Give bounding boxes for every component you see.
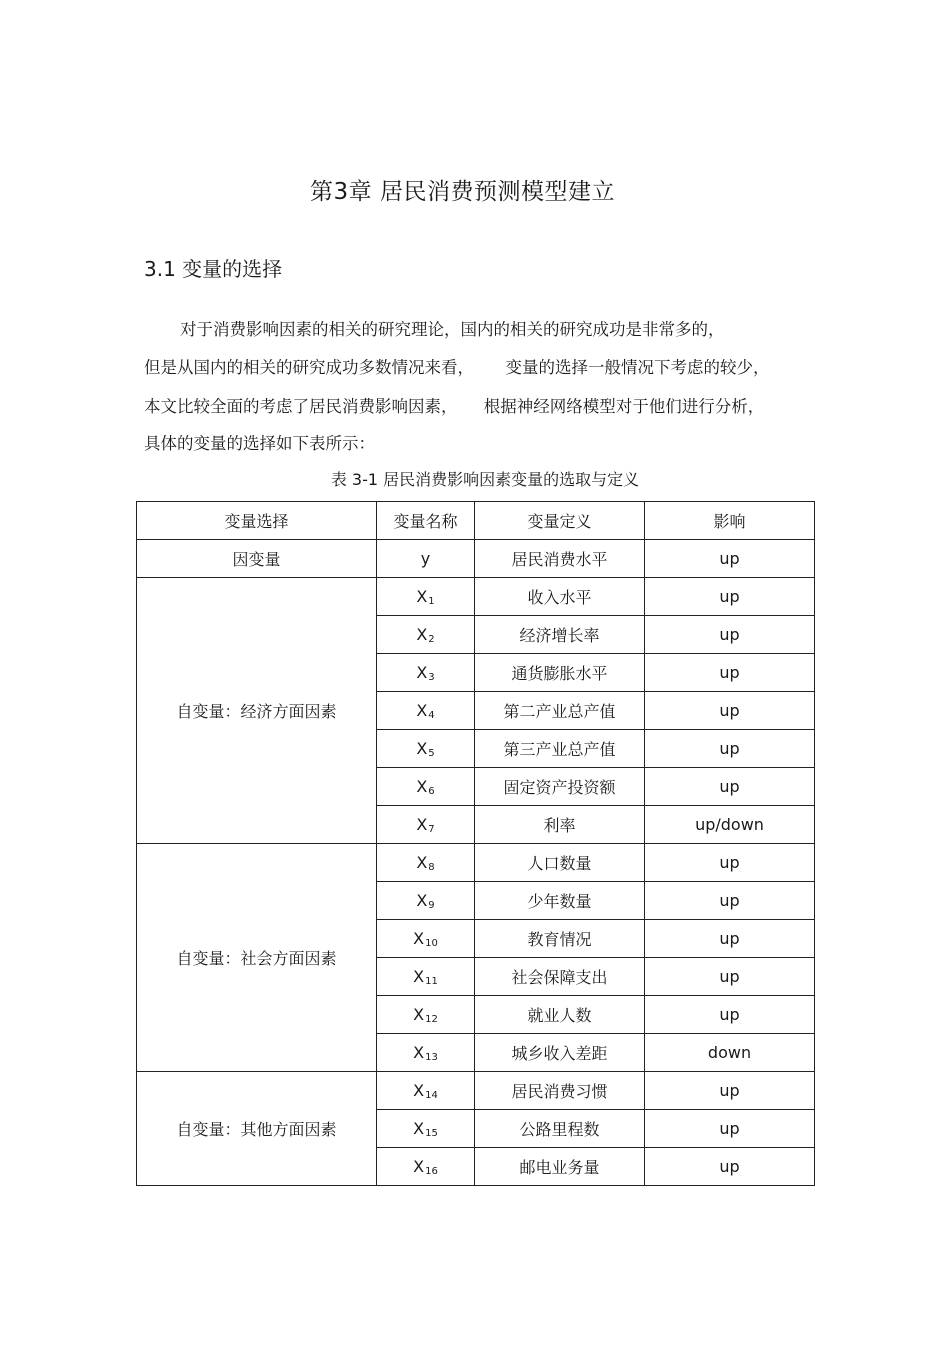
variable-name: y (377, 540, 475, 578)
variable-effect: up (645, 958, 815, 996)
variable-definition: 公路里程数 (475, 1110, 645, 1148)
group-label-social: 自变量：社会方面因素 (137, 844, 377, 1072)
variable-name: $X_6$ (377, 768, 475, 806)
table-caption: 表 3-1 居民消费影响因素变量的选取与定义 (330, 470, 640, 489)
variable-name: $X_4$ (377, 692, 475, 730)
table-row (137, 1072, 815, 1110)
header-variable-name: 变量名称 (377, 502, 475, 540)
variable-definition: 社会保障支出 (475, 958, 645, 996)
variable-name: $X_{12}$ (377, 996, 475, 1034)
variable-definition: 固定资产投资额 (475, 768, 645, 806)
variable-name: $X_{14}$ (377, 1072, 475, 1110)
variable-effect: up/down (645, 806, 815, 844)
variables-table (136, 501, 815, 1186)
header-effect: 影响 (645, 502, 815, 540)
variable-name: $X_{16}$ (377, 1148, 475, 1186)
variable-definition: 居民消费习惯 (475, 1072, 645, 1110)
header-variable-definition: 变量定义 (475, 502, 645, 540)
section-title: 3.1 变量的选择 (144, 257, 283, 281)
table-row (137, 578, 815, 616)
variable-effect: up (645, 1072, 815, 1110)
variable-name: $X_2$ (377, 616, 475, 654)
variable-effect: up (645, 730, 815, 768)
variable-definition: 利率 (475, 806, 645, 844)
variable-effect: up (645, 540, 815, 578)
variable-effect: up (645, 1148, 815, 1186)
variable-name: $X_{13}$ (377, 1034, 475, 1072)
table-row (137, 540, 815, 578)
variable-definition: 居民消费水平 (475, 540, 645, 578)
variable-effect: up (645, 844, 815, 882)
variable-name: $X_1$ (377, 578, 475, 616)
variable-name: $X_{15}$ (377, 1110, 475, 1148)
variable-effect: up (645, 768, 815, 806)
variable-definition: 少年数量 (475, 882, 645, 920)
variable-definition: 邮电业务量 (475, 1148, 645, 1186)
chapter-title: 第3章 居民消费预测模型建立 (310, 179, 615, 205)
variable-effect: up (645, 882, 815, 920)
variable-definition: 城乡收入差距 (475, 1034, 645, 1072)
paragraph-line-2: 但是从国内的相关的研究成功多数情况来看， 变量的选择一般情况下考虑的较少， (144, 358, 770, 377)
variable-effect: up (645, 692, 815, 730)
variable-effect: up (645, 616, 815, 654)
variable-effect: up (645, 1110, 815, 1148)
variable-definition: 经济增长率 (475, 616, 645, 654)
group-label-other: 自变量：其他方面因素 (137, 1072, 377, 1186)
variable-effect: up (645, 996, 815, 1034)
variable-name: $X_8$ (377, 844, 475, 882)
variable-definition: 教育情况 (475, 920, 645, 958)
variable-effect: down (645, 1034, 815, 1072)
variable-name: $X_3$ (377, 654, 475, 692)
table-row (137, 844, 815, 882)
variable-effect: up (645, 578, 815, 616)
header-variable-selection: 变量选择 (137, 502, 377, 540)
paragraph-line-3: 本文比较全面的考虑了居民消费影响因素， 根据神经网络模型对于他们进行分析， (144, 397, 765, 416)
table-header-row (137, 502, 815, 540)
variable-definition: 收入水平 (475, 578, 645, 616)
variable-definition: 第三产业总产值 (475, 730, 645, 768)
paragraph-line-4: 具体的变量的选择如下表所示： (144, 434, 375, 453)
variable-name: $X_7$ (377, 806, 475, 844)
group-label-economic: 自变量：经济方面因素 (137, 578, 377, 844)
variable-name: $X_9$ (377, 882, 475, 920)
variable-definition: 就业人数 (475, 996, 645, 1034)
variable-definition: 通货膨胀水平 (475, 654, 645, 692)
variable-effect: up (645, 654, 815, 692)
variable-name: $X_5$ (377, 730, 475, 768)
variable-effect: up (645, 920, 815, 958)
group-label-dependent: 因变量 (137, 540, 377, 578)
variable-name: $X_{11}$ (377, 958, 475, 996)
variable-definition: 人口数量 (475, 844, 645, 882)
paragraph-line-1: 对于消费影响因素的相关的研究理论，国内的相关的研究成功是非常多的， (180, 320, 725, 339)
variable-definition: 第二产业总产值 (475, 692, 645, 730)
variable-name: $X_{10}$ (377, 920, 475, 958)
